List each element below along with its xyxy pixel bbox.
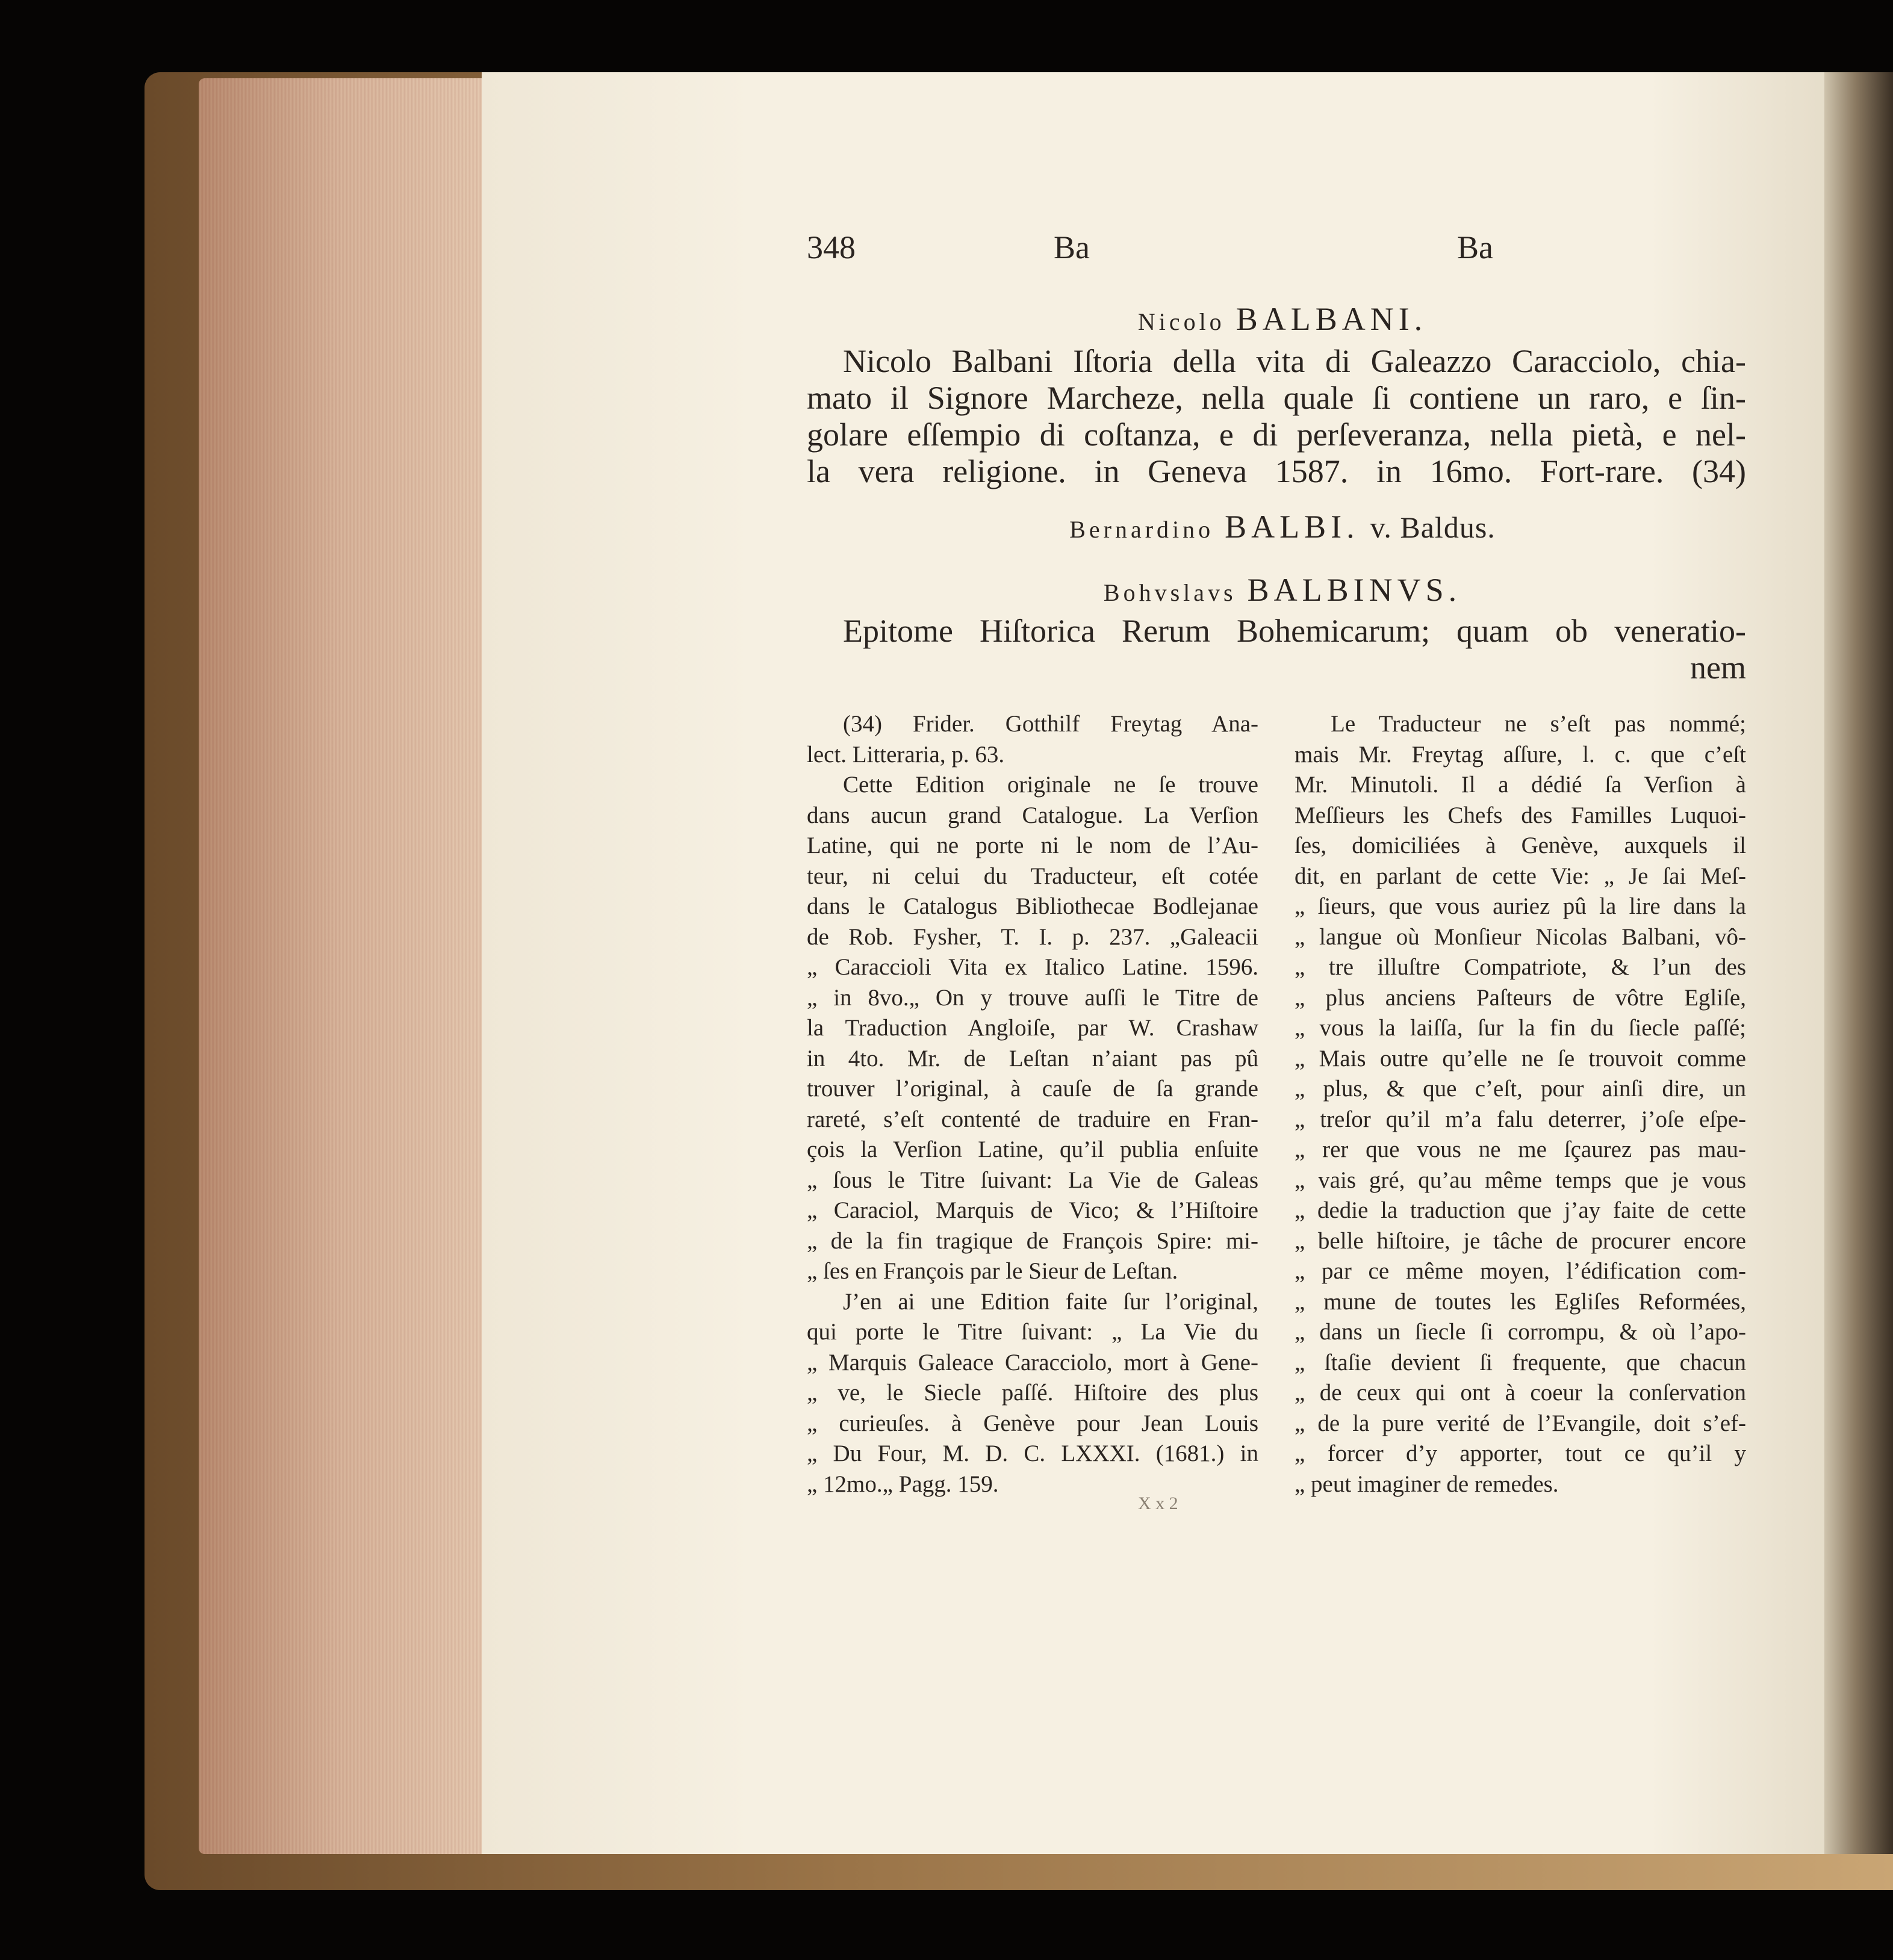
footnote-line: qui porte le Titre ſuivant: „ La Vie du <box>807 1319 1258 1345</box>
footnote-line: teur, ni celui du Traducteur, eſt cotée <box>807 863 1258 889</box>
footnote-line: Meſſieurs les Chefs des Familles Luquoi- <box>1295 802 1746 828</box>
cross-reference: v. Baldus. <box>1370 510 1496 544</box>
footnote-line: „ plus, & que c’eſt, pour ainſi dire, un <box>1295 1076 1746 1102</box>
footnote-line: „ ſtaſie devient ſi frequente, que chacun <box>1295 1349 1746 1375</box>
entry-balbani <box>807 343 1746 490</box>
footnote-line: lect. Litteraria, p. 63. <box>807 741 1005 768</box>
footnote-line: rareté, s’eſt contenté de traduire en Fran- <box>807 1106 1258 1132</box>
heading-balbani <box>807 298 1758 343</box>
footnote-line: „ plus anciens Paſteurs de vôtre Egliſe, <box>1295 984 1746 1011</box>
footnote-line: „ dans un ſiecle ſi corrompu, & où l’apo- <box>1295 1319 1746 1345</box>
footnote-line: „ curieuſes. à Genève pour Jean Louis <box>807 1410 1258 1436</box>
page-gutter <box>1824 72 1893 1854</box>
running-head <box>807 229 1758 277</box>
heading-balbinus <box>807 569 1758 614</box>
footnote-line: „ in 8vo.„ On y trouve auſſi le Titre de <box>807 984 1258 1011</box>
footnote-paragraph <box>1295 709 1746 1499</box>
footnote-line: „ de la pure verité de l’Evangile, doit s’ef- <box>1295 1410 1746 1436</box>
footnote-line: „ vais gré, qu’au même temps que je vous <box>1295 1167 1746 1193</box>
footnote-line: „ ſieurs, que vous auriez pû la lire dans la <box>1295 893 1746 919</box>
footnote-line: Cette Edition originale ne ſe trouve <box>843 772 1258 798</box>
footnote-paragraph <box>807 1287 1258 1500</box>
footnote-line: „ Marquis Galeace Caracciolo, mort à Gene- <box>807 1349 1258 1375</box>
footnote-line: çois la Verſion Latine, qu’il publia enſuite <box>807 1137 1258 1162</box>
footnote-column-right <box>1295 709 1746 1499</box>
heading-last-name: BALBANI. <box>1236 301 1428 337</box>
footnote-line: Latine, qui ne porte ni le nom de l’Au- <box>807 833 1258 858</box>
running-head-right: Ba <box>1457 229 1493 265</box>
printer-signature-mark <box>1138 1493 1192 1518</box>
footnote-paragraph <box>807 770 1258 1287</box>
heading-balbi <box>807 506 1758 551</box>
heading-last-name: BALBINVS. <box>1247 572 1462 608</box>
footnote-line: „ forcer d’y apporter, tout ce qu’il y <box>1295 1441 1746 1466</box>
heading-first-name: Bernardino <box>1069 516 1214 543</box>
footnote-line: „ treſor qu’il m’a falu deterrer, j’oſe eſpe- <box>1295 1106 1746 1132</box>
footnote-line: dans le Catalogus Bibliothecae Bodlejanae <box>807 893 1258 919</box>
footnote-line: „ rer que vous ne me ſçaurez pas mau- <box>1295 1137 1746 1162</box>
footnote-line: ſes, domiciliées à Genève, auxquels il <box>1295 833 1746 858</box>
heading-first-name: Bohvslavs <box>1103 579 1237 606</box>
page-number: 348 <box>807 229 856 265</box>
footnote-line: „ Caraciol, Marquis de Vico; & l’Hiſtoire <box>807 1197 1258 1223</box>
footnote-line: „ par ce même moyen, l’édification com- <box>1295 1258 1746 1284</box>
footnote-line: de Rob. Fysher, T. I. p. 237. „Galeacii <box>807 923 1258 950</box>
footnote-line: in 4to. Mr. de Leſtan n’aiant pas pû <box>807 1045 1258 1071</box>
footnote-line: „ de ceux qui ont à coeur la conſervation <box>1295 1380 1746 1406</box>
footnote-line: la Traduction Angloiſe, par W. Crashaw <box>807 1015 1258 1041</box>
footnote-line: „ vous la laiſſa, ſur la fin du ſiecle paſſé; <box>1295 1015 1746 1041</box>
signature-mark-icon <box>1138 1495 1192 1513</box>
entry-line: Epitome Hiſtorica Rerum Bohemicarum; quam ob veneratio- <box>843 613 1746 649</box>
footnote-line: J’en ai une Edition faite ſur l’original, <box>843 1288 1258 1315</box>
footnote-line: Le Traducteur ne s’eſt pas nommé; <box>1331 711 1746 737</box>
footnote-line: „ 12mo.„ Pagg. 159. <box>807 1471 999 1497</box>
footnote-line: trouver l’original, à cauſe de ſa grande <box>807 1076 1258 1102</box>
footnote-line: Mr. Minutoli. Il a dédié ſa Verſion à <box>1295 772 1746 798</box>
footnote-line: dans aucun grand Catalogue. La Verſion <box>807 802 1258 828</box>
footnote-line: „ langue où Monſieur Nicolas Balbani, vô- <box>1295 923 1746 950</box>
footnote-line: „ ve, le Siecle paſſé. Hiſtoire des plus <box>807 1380 1258 1406</box>
footnote-line: „ mune de toutes les Egliſes Reformées, <box>1295 1288 1746 1315</box>
footnote-line: „ ſes en François par le Sieur de Leſtan. <box>807 1258 1178 1284</box>
footnote-column-left <box>807 709 1258 1499</box>
page-edges <box>199 78 482 1854</box>
footnote-line: (34) Frider. Gotthilf Freytag Ana- <box>843 711 1258 737</box>
footnote-line: „ de la fin tragique de François Spire: mi- <box>807 1227 1258 1254</box>
footnote-line: „ peut imaginer de remedes. <box>1295 1471 1559 1497</box>
running-head-left: Ba <box>1054 229 1090 265</box>
entry-balbinus <box>807 613 1746 686</box>
heading-last-name: BALBI. <box>1225 509 1360 545</box>
footnote-line: „ Mais outre qu’elle ne ſe trouvoit comme <box>1295 1045 1746 1071</box>
catchword: nem <box>1690 650 1746 686</box>
footnote-line: mais Mr. Freytag aſſure, l. c. que c’eſt <box>1295 741 1746 768</box>
entry-line: Nicolo Balbani Iſtoria della vita di Galeazzo Caracciolo, chia- <box>843 343 1746 379</box>
entry-line: mato il Signore Marcheze, nella quale ſi contiene un raro, e ſin- <box>807 380 1746 416</box>
footnote-line: „ belle hiſtoire, je tâche de procurer encore <box>1295 1227 1746 1254</box>
footnote-paragraph <box>807 709 1258 770</box>
entry-line: la vera religione. in Geneva 1587. in 16mo. Fort-rare. (34) <box>807 453 1746 489</box>
footnote-line: „ ſous le Titre ſuivant: La Vie de Galeas <box>807 1167 1258 1193</box>
footnote-line: „ Caraccioli Vita ex Italico Latine. 1596. <box>807 954 1258 980</box>
footnote-line: „ tre illuſtre Compatriote, & l’un des <box>1295 954 1746 980</box>
heading-first-name: Nicolo <box>1137 308 1225 335</box>
footnote-line: „ dedie la traduction que j’ay faite de cette <box>1295 1197 1746 1223</box>
svg-text:X x 2: X x 2 <box>1138 1495 1178 1513</box>
entry-line: golare eſſempio di coſtanza, e di perſeveranza, nella pietà, e nel- <box>807 417 1746 453</box>
footnote-line: dit, en parlant de cette Vie: „ Je ſai Meſ- <box>1295 863 1746 889</box>
footnote-line: „ Du Four, M. D. C. LXXXI. (1681.) in <box>807 1441 1258 1466</box>
